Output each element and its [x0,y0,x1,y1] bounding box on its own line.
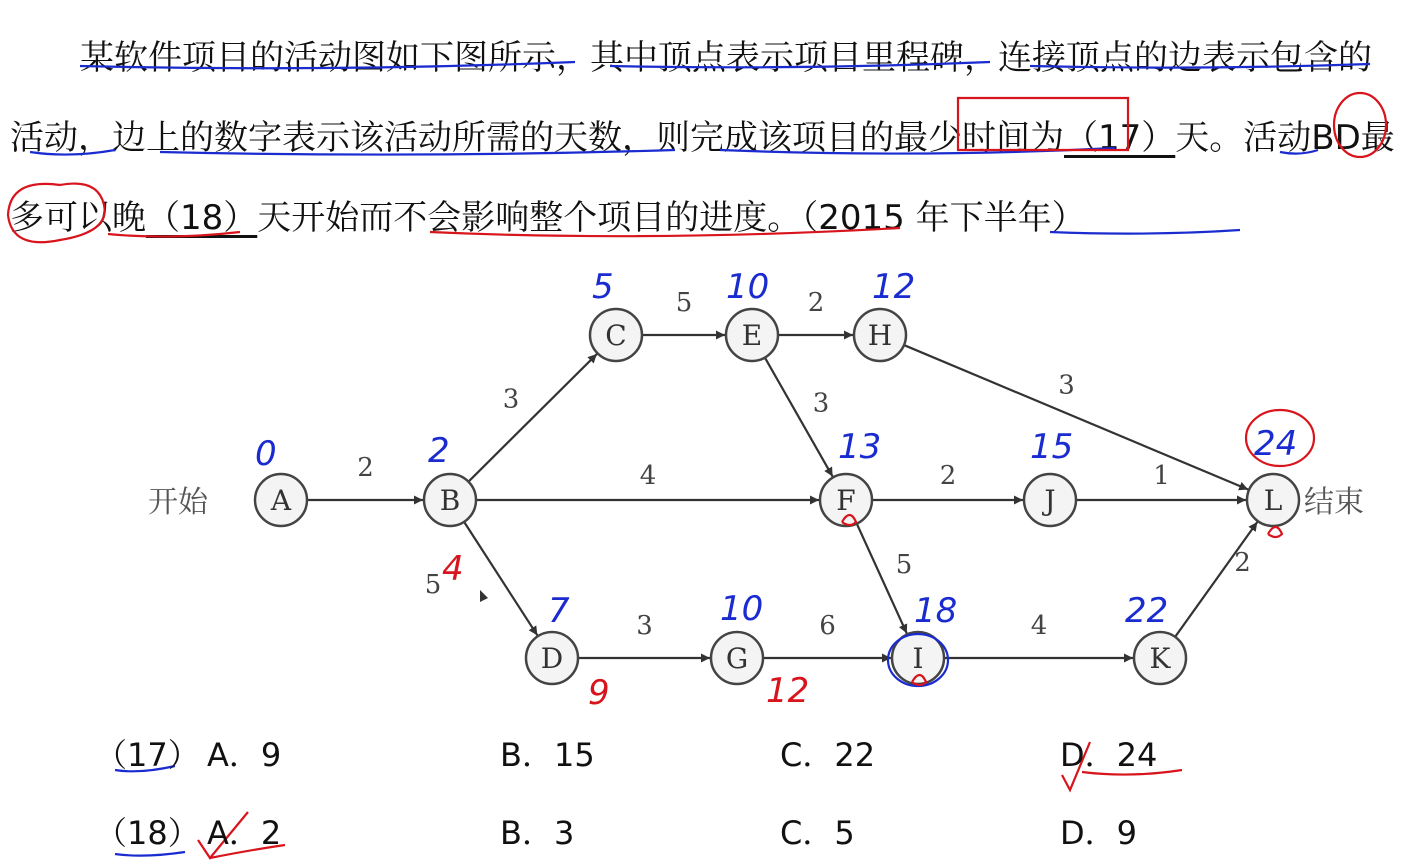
handwritten-red-mark-G: 12 [766,671,810,711]
node-label-B: B [439,484,461,517]
question-part2: 天。活动BD最多可以晚 [10,118,1395,238]
node-label-F: F [836,484,856,517]
option-17-d[interactable]: D．24 [1060,736,1158,774]
edge-weight-C-E: 5 [675,288,693,318]
handwritten-earliest-time-F: 13 [838,427,882,467]
node-label-E: E [741,319,763,352]
edge-weight-I-K: 4 [1030,611,1048,641]
underline-annotation [1030,64,1370,68]
edge-weight-G-I: 6 [819,611,836,641]
edge-weight-B-C: 3 [502,384,520,415]
option-label-18: （18） [95,814,200,852]
option-17-b[interactable]: B．15 [500,736,595,774]
edge-weight-K-L: 2 [1234,548,1251,578]
tick-mark [1268,527,1282,537]
edge-weight-E-F: 3 [812,388,830,419]
node-label-J: J [1044,484,1056,517]
underline-annotation [610,62,990,67]
edge-weight-J-L: 1 [1153,461,1170,491]
edge-weight-H-L: 3 [1058,370,1075,401]
handwritten-red-mark-D: 9 [588,673,610,713]
handwritten-earliest-time-E: 10 [726,267,770,307]
option-label-17: （17） [95,736,200,774]
circle-annotation [8,184,105,243]
handwritten-earliest-time-B: 2 [428,431,450,471]
question-part1: 某软件项目的活动图如下图所示，其中顶点表示项目里程碑，连接顶点的边表示包含的活动，边上的数字表示该活动所需的天数，则完成该项目的最少时间为 [10,38,1372,158]
option-17-a[interactable]: A．9 [207,736,282,774]
handwritten-earliest-time-J: 15 [1030,427,1074,467]
blank-18: （18） [146,198,258,238]
handwritten-earliest-time-D: 7 [548,591,570,631]
handwritten-earliest-time-K: 22 [1125,591,1169,631]
node-label-D: D [540,642,564,675]
option-18-b[interactable]: B．3 [500,814,575,852]
edge-weight-B-D: 5 [424,570,442,600]
blank-17: （17） [1064,118,1176,158]
option-17-c[interactable]: C．22 [780,736,876,774]
box-annotation [958,98,1128,150]
edge-weight-F-I: 5 [895,550,913,580]
node-label-A: A [270,484,292,517]
start-label: 开始 [148,485,208,520]
node-label-G: G [725,642,749,675]
underline-annotation [160,150,675,155]
mouse-cursor-icon [480,590,488,602]
node-label-C: C [605,319,627,352]
handwritten-earliest-time-C: 5 [592,267,614,307]
edge-weight-D-G: 3 [636,611,653,641]
handwritten-red-mark-B: 4 [442,549,464,589]
node-label-I: I [912,642,924,675]
underline-annotation [1050,230,1240,234]
question-part3: 天开始而不会影响整个项目的进度。 [257,198,802,238]
node-label-K: K [1149,642,1171,675]
handwritten-earliest-time-H: 12 [872,267,916,307]
underline-annotation [1280,150,1318,154]
handwritten-earliest-time-I: 18 [914,591,958,631]
underline-annotation [108,232,240,237]
edge-K-L [1175,522,1257,637]
node-label-H: H [867,319,893,352]
option-18-c[interactable]: C．5 [780,814,855,852]
underline-annotation [80,62,575,68]
edge-weight-F-J: 2 [939,461,957,491]
edge-B-C [468,354,596,482]
node-label-L: L [1263,484,1283,517]
edge-weight-A-B: 2 [357,453,374,483]
circle-annotation [1334,93,1386,157]
handwritten-earliest-time-L: 24 [1254,424,1298,464]
end-label: 结束 [1304,485,1364,520]
edge-B-D [464,522,537,635]
option-18-d[interactable]: D．9 [1060,814,1138,852]
underline-annotation [430,228,900,236]
edge-weight-B-F: 4 [639,461,657,491]
handwritten-earliest-time-G: 10 [720,589,764,629]
handwritten-earliest-time-A: 0 [255,434,277,474]
underline-annotation [30,150,115,155]
question-year: （2015 年下半年） [801,198,1086,238]
option-18-a[interactable]: A．2 [207,814,282,852]
edge-weight-E-H: 2 [807,288,825,318]
